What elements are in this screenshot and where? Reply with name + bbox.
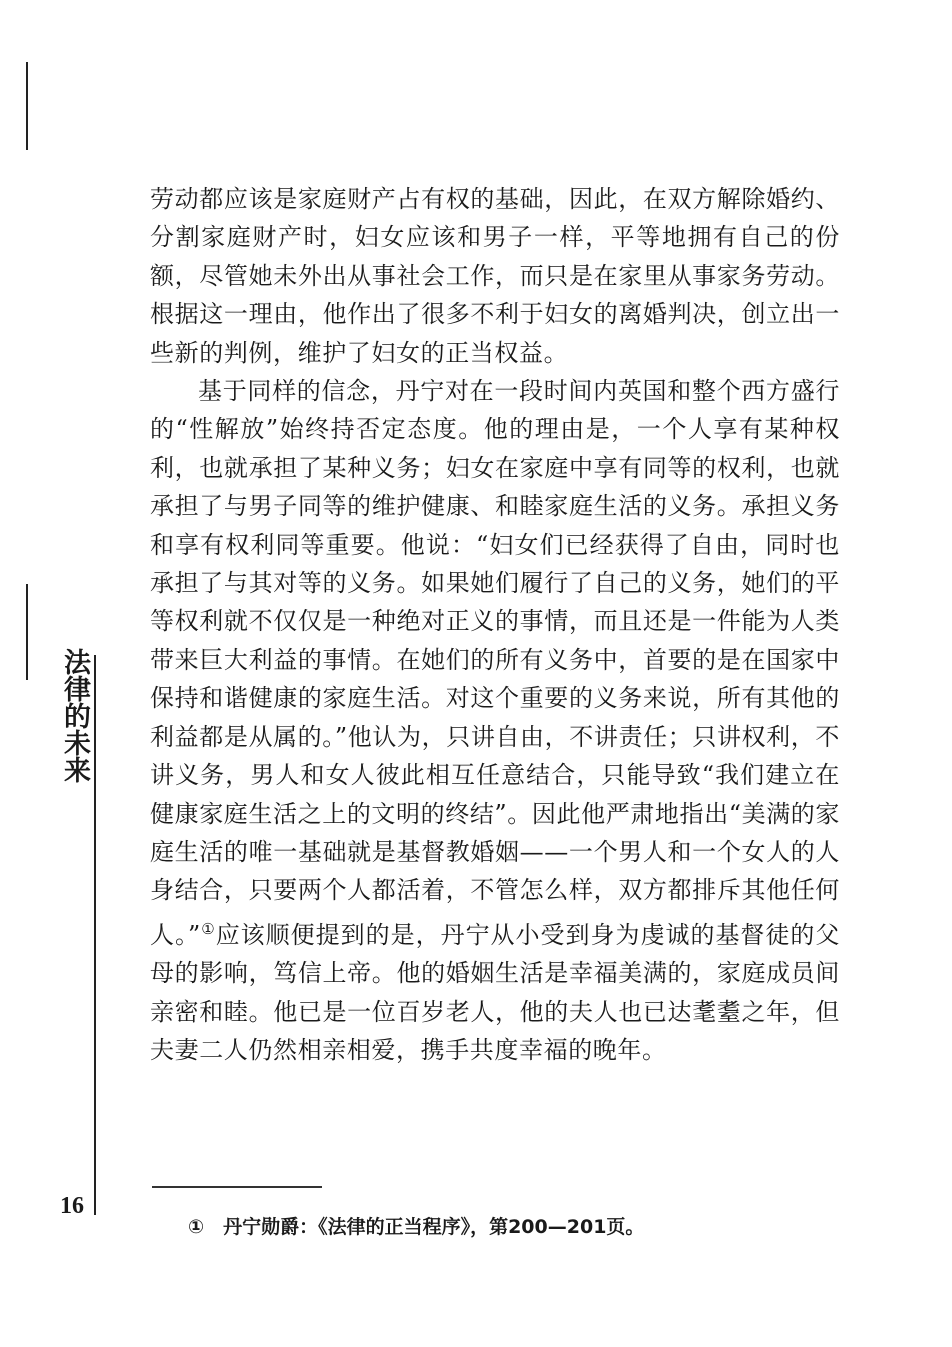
page-number: 16 bbox=[60, 1193, 84, 1219]
footnote-reference: ① bbox=[200, 919, 216, 938]
footnote: ① 丹宁勋爵：《法律的正当程序》，第200—201页。 bbox=[188, 1216, 645, 1238]
running-title: 法律的未来 bbox=[59, 648, 90, 783]
margin-rule-top bbox=[26, 62, 28, 150]
paragraph-1: 劳动都应该是家庭财产占有权的基础，因此，在双方解除婚约、分割家庭财产时，妇女应该和男子一样，平等地拥有自己的份额，尽管她未外出从事社会工作，而只是在家里从事家务劳动。根据这一理由，他作出了很多不利于妇女的离婚判决，创立出一些新的判例，维护了妇女的正当权益。 bbox=[150, 185, 840, 367]
paragraph-2-continued: 应该顺便提到的是，丹宁从小受到身为虔诚的基督徒的父母的影响，笃信上帝。他的婚姻生活是幸福美满的，家庭成员间亲密和睦。他已是一位百岁老人，他的夫人也已达耄耋之年，但夫妻二人仍然相亲相爱，携手共度幸福的晚年。 bbox=[150, 920, 840, 1064]
margin-rule-middle bbox=[26, 584, 28, 680]
margin-rule-long bbox=[94, 655, 96, 1215]
paragraph-2-text: 基于同样的信念，丹宁对在一段时间内英国和整个西方盛行的“性解放”始终持否定态度。他的理由是，一个人享有某种权利，也就承担了某种义务；妇女在家庭中享有同等的权利，也就承担了与男子同等的维护健康、和睦家庭生活的义务。承担义务和享有权利同等重要。他说：“妇女们已经获得了自由，同时也承担了与其对等的义务。如果她们履行了自己的义务，她们的平等权利就不仅仅是一种绝对正义的事情，而且还是一件能为人类带来巨大利益的事情。在她们的所有义务中，首要的是在国家中保持和谐健康的家庭生活。对这个重要的义务来说，所有其他的利益都是从属的。”他认为，只讲自由，不讲责任；只讲权利，不讲义务，男人和女人彼此相互任意结合，只能导致“我们建立在健康家庭生活之上的文明的终结”。因此他严肃地指出“美满的家庭生活的唯一基础就是基督教婚姻——一个男人和一个女人的人身结合，只要两个人都活着，不管怎么样，双方都排斥其他任何人。” bbox=[150, 377, 840, 949]
body-text bbox=[150, 180, 840, 1069]
footnote-separator bbox=[152, 1186, 322, 1188]
paragraph-2 bbox=[150, 372, 840, 1069]
